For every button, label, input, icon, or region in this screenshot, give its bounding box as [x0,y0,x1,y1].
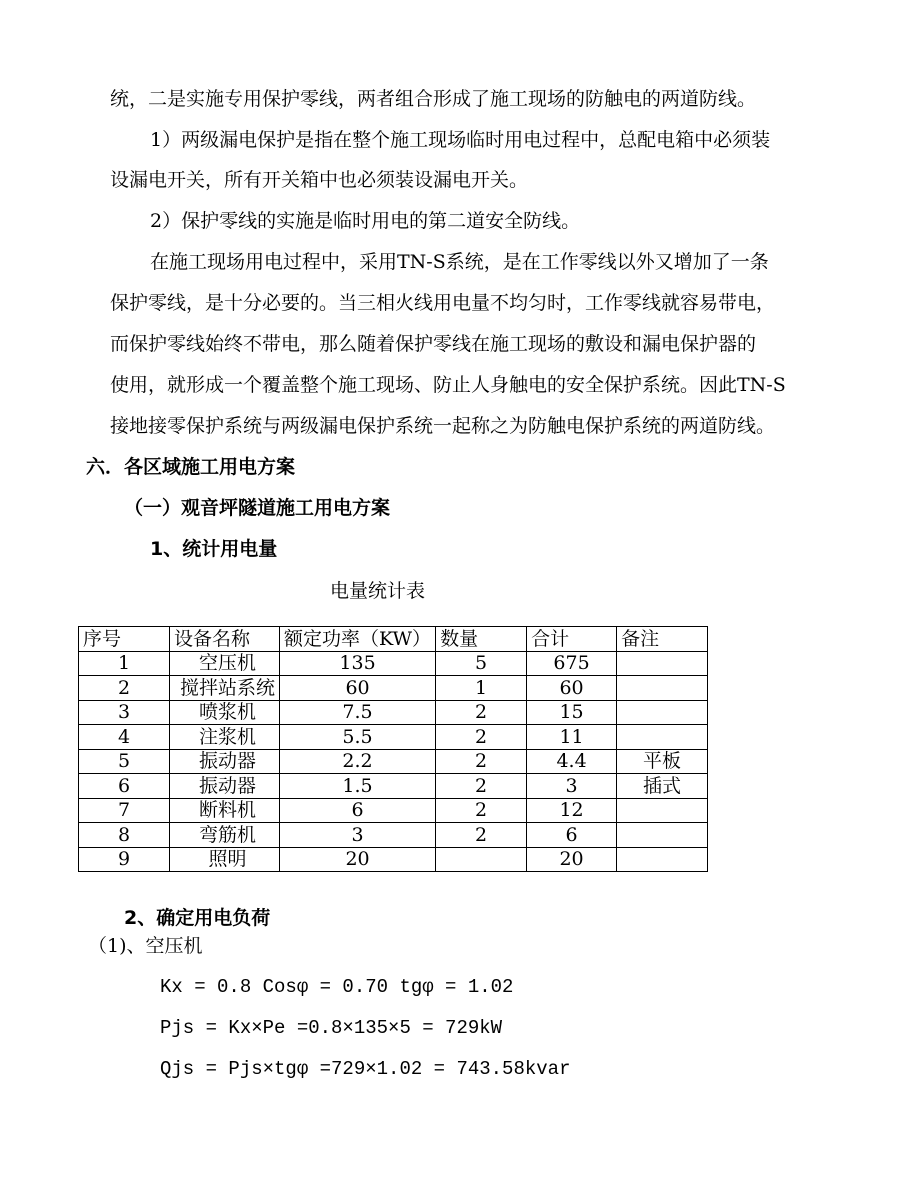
table-row [79,774,708,799]
cell-total: 4.4 [527,749,617,774]
cell-index: 7 [79,798,170,823]
cell-power: 20 [280,847,436,872]
cell-quantity: 2 [436,798,527,823]
cell-quantity: 2 [436,725,527,750]
table-row [79,676,708,701]
calc-line-1: Kx = 0.8 Cosφ = 0.70 tgφ = 1.02 [160,976,514,998]
header-cell-remark: 备注 [617,627,708,652]
calc-label: （1)、空压机 [88,935,203,957]
cell-power: 2.2 [280,749,436,774]
paragraph-line-2: 1）两级漏电保护是指在整个施工现场临时用电过程中，总配电箱中必须装 [150,129,771,151]
paragraph-line-9: 接地接零保护系统与两级漏电保护系统一起称之为防触电保护系统的两道防线。 [110,415,776,437]
table-row [79,847,708,872]
cell-index: 6 [79,774,170,799]
cell-quantity [436,847,527,872]
cell-name: 搅拌站系统 [170,676,280,701]
header-cell-quantity: 数量 [436,627,527,652]
cell-name: 照明 [170,847,280,872]
paragraph-line-1: 统，二是实施专用保护零线，两者组合形成了施工现场的防触电的两道防线。 [110,88,757,110]
cell-index: 3 [79,700,170,725]
cell-quantity: 2 [436,774,527,799]
cell-total: 6 [527,823,617,848]
cell-index: 1 [79,651,170,676]
cell-power: 3 [280,823,436,848]
cell-name: 振动器 [170,774,280,799]
header-cell-index: 序号 [79,627,170,652]
cell-total: 60 [527,676,617,701]
cell-power: 7.5 [280,700,436,725]
paragraph-line-4: 2）保护零线的实施是临时用电的第二道安全防线。 [150,210,581,232]
paragraph-line-5: 在施工现场用电过程中，采用TN-S系统，是在工作零线以外又增加了一条 [150,251,769,273]
paragraph-line-7: 而保护零线始终不带电，那么随着保护零线在施工现场的敷设和漏电保护器的 [110,333,757,355]
table-row [79,798,708,823]
cell-remark [617,700,708,725]
cell-name: 断料机 [170,798,280,823]
cell-remark [617,676,708,701]
item-heading-2: 2、确定用电负荷 [124,907,271,929]
cell-index: 2 [79,676,170,701]
cell-quantity: 1 [436,676,527,701]
cell-index: 5 [79,749,170,774]
cell-power: 5.5 [280,725,436,750]
cell-quantity: 2 [436,700,527,725]
cell-total: 12 [527,798,617,823]
section-heading: 六．各区域施工用电方案 [86,456,296,478]
paragraph-line-3: 设漏电开关，所有开关箱中也必须装设漏电开关。 [110,169,529,191]
header-cell-name: 设备名称 [170,627,280,652]
cell-name: 喷浆机 [170,700,280,725]
cell-remark: 插式 [617,774,708,799]
cell-quantity: 5 [436,651,527,676]
cell-quantity: 2 [436,823,527,848]
paragraph-line-8: 使用，就形成一个覆盖整个施工现场、防止人身触电的安全保护系统。因此TN-S [110,374,786,396]
table-row [79,725,708,750]
cell-index: 4 [79,725,170,750]
table-row [79,700,708,725]
cell-power: 6 [280,798,436,823]
calc-line-3: Qjs = Pjs×tgφ =729×1.02 = 743.58kvar [160,1058,571,1080]
cell-total: 675 [527,651,617,676]
table-row [79,651,708,676]
table-row [79,823,708,848]
cell-name: 振动器 [170,749,280,774]
table-caption: 电量统计表 [330,580,426,602]
calc-line-2: Pjs = Kx×Pe =0.8×135×5 = 729kW [160,1017,503,1039]
item-heading-1: 1、统计用电量 [150,538,278,560]
cell-name: 注浆机 [170,725,280,750]
power-statistics-table [78,626,708,872]
cell-total: 20 [527,847,617,872]
cell-remark [617,725,708,750]
header-cell-power: 额定功率（KW） [280,627,436,652]
cell-power: 60 [280,676,436,701]
paragraph-line-6: 保护零线，是十分必要的。当三相火线用电量不均匀时，工作零线就容易带电， [110,292,776,314]
cell-power: 135 [280,651,436,676]
cell-total: 11 [527,725,617,750]
table-row [79,749,708,774]
cell-remark: 平板 [617,749,708,774]
cell-total: 15 [527,700,617,725]
header-cell-total: 合计 [527,627,617,652]
cell-index: 8 [79,823,170,848]
cell-remark [617,847,708,872]
cell-power: 1.5 [280,774,436,799]
table-header-row [79,627,708,652]
cell-index: 9 [79,847,170,872]
cell-remark [617,823,708,848]
cell-remark [617,651,708,676]
subsection-heading: （一）观音坪隧道施工用电方案 [124,497,391,519]
cell-quantity: 2 [436,749,527,774]
cell-name: 弯筋机 [170,823,280,848]
cell-name: 空压机 [170,651,280,676]
cell-remark [617,798,708,823]
cell-total: 3 [527,774,617,799]
